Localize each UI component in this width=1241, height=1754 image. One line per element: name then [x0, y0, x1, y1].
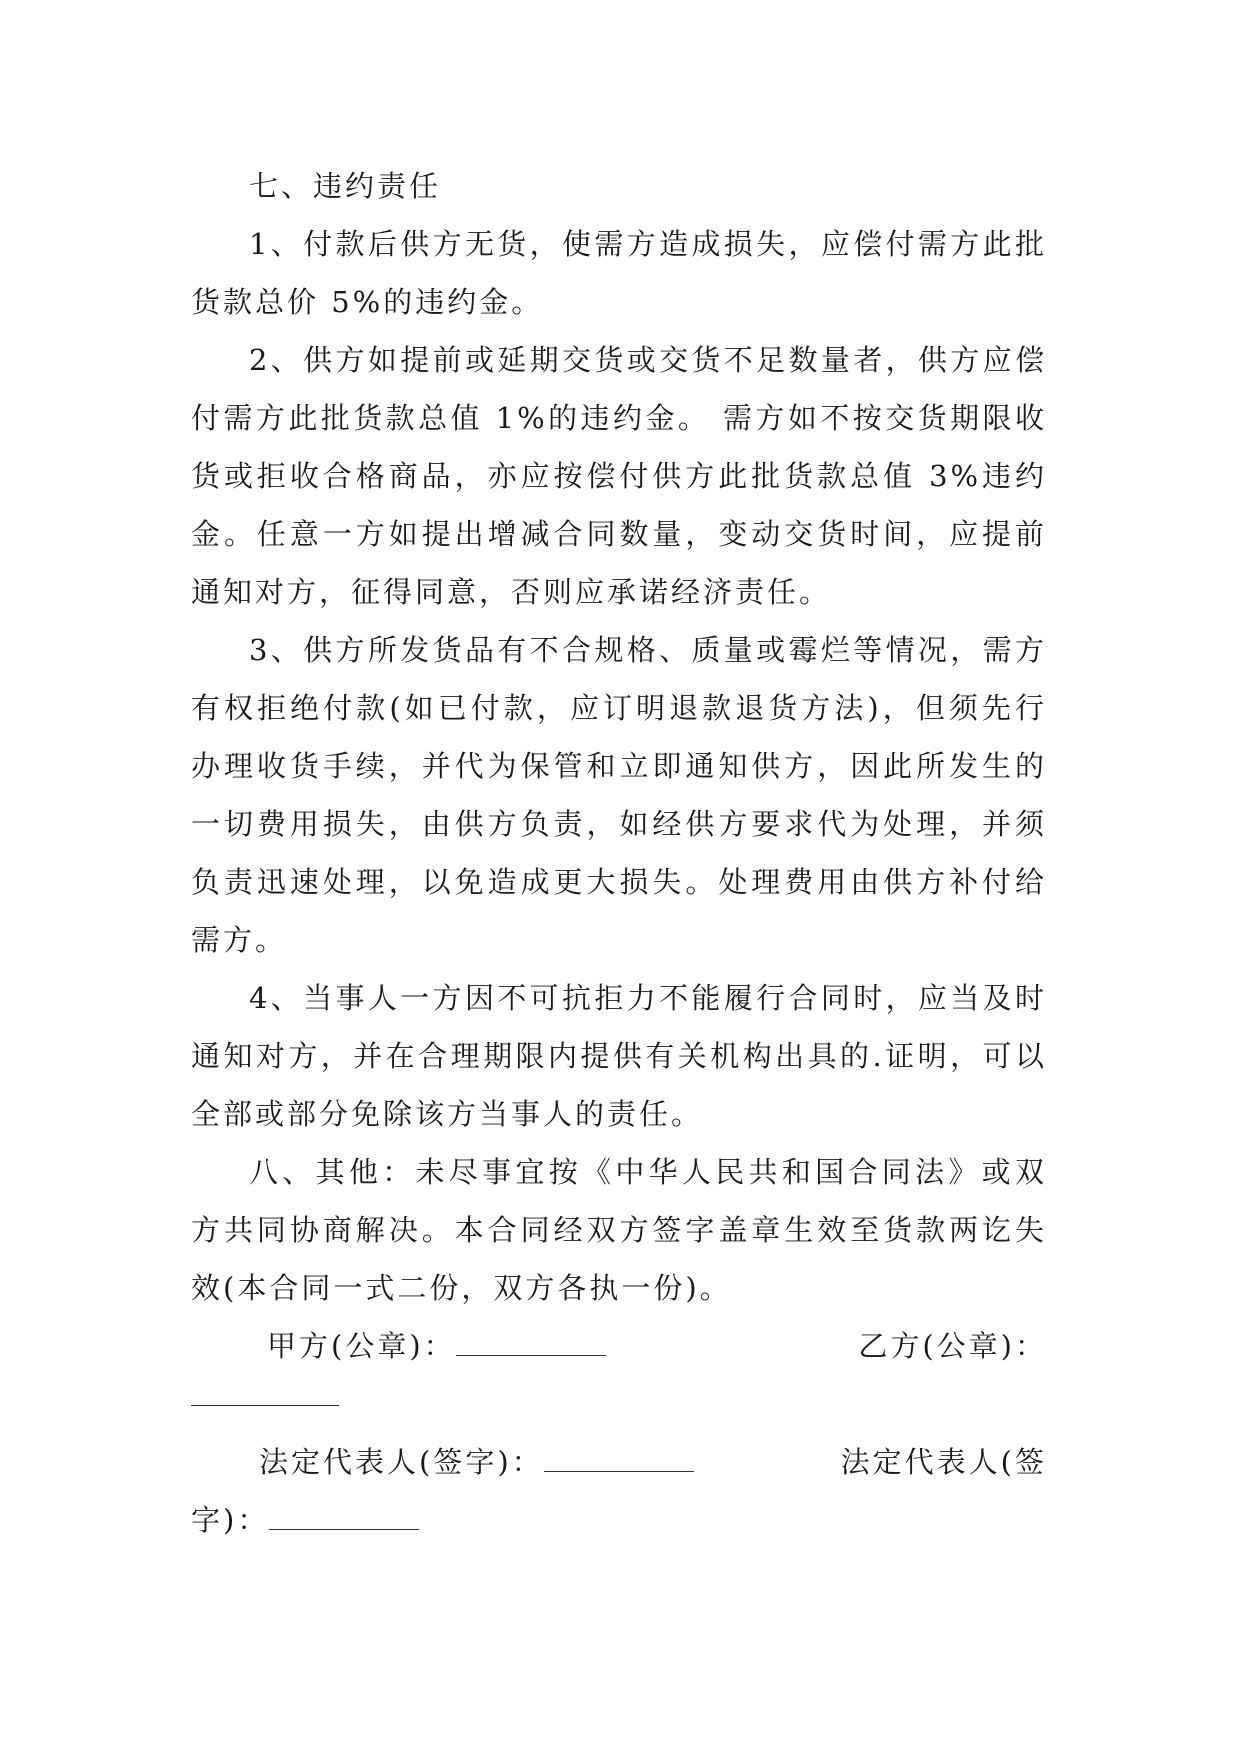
- representative-row-2: [191, 1491, 1047, 1549]
- contract-body: [191, 157, 1047, 1549]
- rep-b-label-line1: 法定代表人(签: [840, 1445, 1047, 1479]
- section-heading-7: 七、违约责任: [249, 169, 442, 203]
- seal-row: [191, 1317, 1047, 1375]
- party-b-seal-blank: [191, 1375, 339, 1406]
- rep-b-label-line2: 字)：: [191, 1503, 270, 1537]
- clause-2: 2、供方如提前或延期交货或交货不足数量者，供方应偿付需方此批货款总值 1%的违约金。 需方如不按交货期限收货或拒收合格商品，亦应按偿付供方此批货款总值 3%违约金。任意一方如提出增减合同数量，变动交货时间，应提前通知对方，征得同意，否则应承诺经济责任。: [191, 343, 1047, 609]
- clause-3: 3、供方所发货品有不合规格、质量或霉烂等情况，需方有权拒绝付款(如已付款，应订明退款退货方法)，但须先行办理收货手续，并代为保管和立即通知供方，因此所发生的一切费用损失，由供方负责，如经供方要求代为处理，并须负责迅速处理，以免造成更大损失。处理费用由供方补付给 需方。: [191, 633, 1047, 957]
- rep-b-blank: [269, 1493, 419, 1530]
- rep-a-blank: [544, 1435, 694, 1472]
- party-b-seal-label: 乙方(公章)：: [858, 1329, 1047, 1363]
- party-b-seal-blank-row: [191, 1375, 1047, 1433]
- rep-a-label: 法定代表人(签字)：: [259, 1445, 544, 1479]
- party-a-seal-label: 甲方(公章)：: [267, 1329, 456, 1363]
- representative-row: [191, 1433, 1047, 1491]
- clause-1: 1、付款后供方无货，使需方造成损失，应偿付需方此批货款总价 5%的违约金。: [191, 227, 1047, 319]
- party-a-seal: [267, 1317, 606, 1375]
- rep-a: [259, 1433, 694, 1491]
- clause-4: 4、当事人一方因不可抗拒力不能履行合同时，应当及时通知对方，并在合理期限内提供有关机构出具的.证明，可以全部或部分免除该方当事人的责任。: [191, 981, 1047, 1131]
- section-8-other: 八、其他：未尽事宜按《中华人民共和国合同法》或双方共同协商解决。本合同经双方签字盖章生效至货款两讫失效(本合同一式二份，双方各执一份)。: [191, 1155, 1047, 1305]
- party-a-seal-blank: [456, 1319, 606, 1356]
- rep-b: [191, 1503, 419, 1537]
